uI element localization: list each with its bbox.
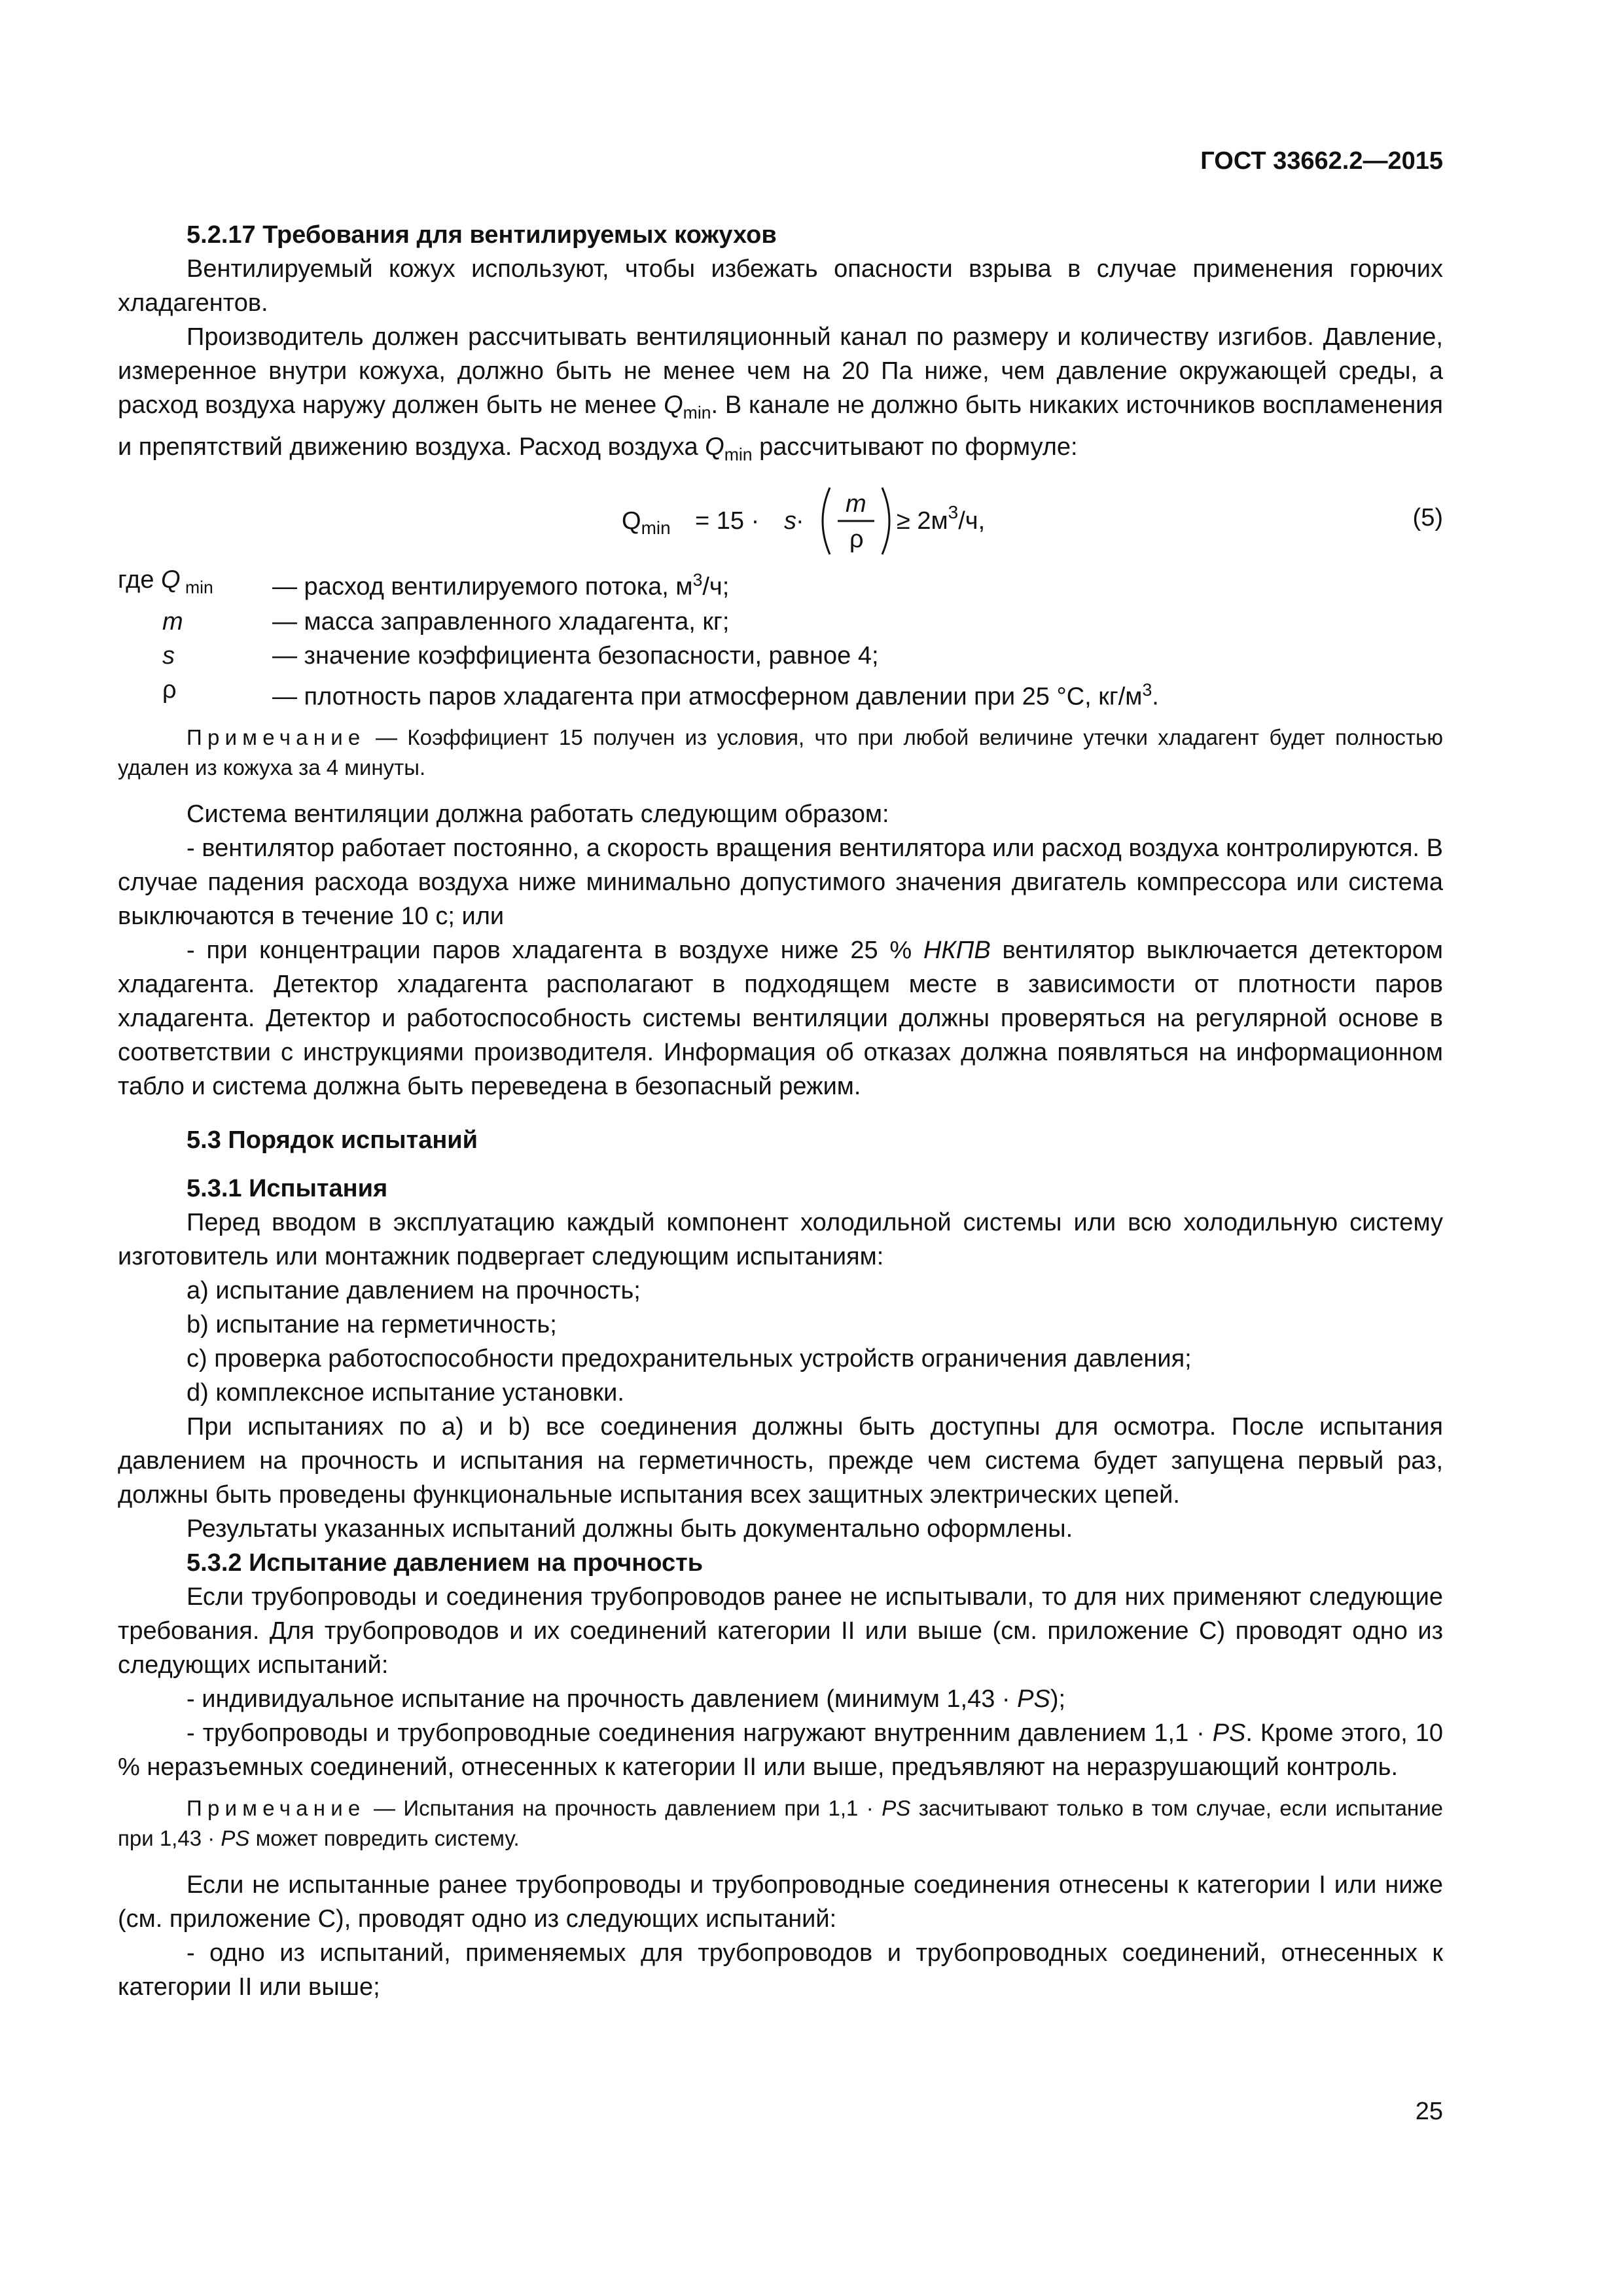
paragraph: Если трубопроводы и соединения трубопроводов ранее не испытывали, то для них применяют следующие требования. Для трубопроводов и их соединений категории II или выше (см. приложение С) проводят одно из следующих испытаний:: [118, 1583, 1443, 1679]
definition-row: s — значение коэффициента безопасности, равное 4;: [162, 641, 879, 670]
list-item: d) комплексное испытание установки.: [187, 1379, 624, 1407]
formula-lhs-sub: min: [641, 518, 671, 539]
section-5-3-2-heading: 5.3.2 Испытание давлением на прочность: [187, 1549, 704, 1577]
formula-left-paren: [823, 488, 830, 554]
paragraph: Система вентиляции должна работать следующим образом:: [187, 800, 889, 829]
section-5-3-heading: 5.3 Порядок испытаний: [187, 1126, 478, 1155]
paragraph: Если не испытанные ранее трубопроводы и трубопроводные соединения отнесены к категории I или ниже (см. приложение С), проводят одно из следующих испытаний:: [118, 1871, 1443, 1933]
section-5-3-1-heading: 5.3.1 Испытания: [187, 1175, 388, 1203]
svg-text:≥ 2м3/ч,: [897, 502, 985, 535]
list-item: - трубопроводы и трубопроводные соединения нагружают внутренним давлением 1,1 · PS. Кроме этого, 10 % неразъемных соединений, отнесенных к категории II или выше, предъявляют на неразрушающий контроль.: [118, 1719, 1443, 1782]
formula-dot: ·: [796, 507, 804, 535]
formula-rhs-sup: 3: [948, 502, 959, 523]
formula-s: s: [784, 507, 796, 535]
definition-row: m — масса заправленного хладагента, кг;: [162, 607, 730, 636]
list-item: - вентилятор работает постоянно, а скорость вращения вентилятора или расход воздуха контролируются. В случае падения расхода воздуха ниже минимально допустимого значения двигатель компрессора или система выключаются в течение 10 с; или: [118, 834, 1443, 931]
formula-lhs: Q: [622, 507, 641, 535]
paragraph-flow-requirements: Производитель должен рассчитывать вентиляционный канал по размеру и количеству изгибов. Давление, измеренное внутри кожуха, должно быть не менее чем на 20 Па ниже, чем давление окружающей среды, а расход воздуха наружу должен быть не менее $Q_{min}$. В канале не должно быть никаких источников воспламенения и препятствий движению воздуха. Расход воздуха $Q_{min}$ рассчитывают по формуле:: [118, 323, 1443, 465]
paragraph: Перед вводом в эксплуатацию каждый компонент холодильной системы или всю холодильную систему изготовитель или монтажник подвергает следующим испытаниям:: [118, 1209, 1443, 1271]
list-item: c) проверка работоспособности предохранительных устройств ограничения давления;: [187, 1345, 1192, 1373]
list-item: b) испытание на герметичность;: [187, 1311, 557, 1339]
svg-text:Qmin: [622, 507, 671, 538]
formula-rhs: ≥ 2м: [897, 507, 948, 535]
document-code-header: ГОСТ 33662.2—2015: [1200, 147, 1443, 175]
note: Примечание — Коэффициент 15 получен из условия, что при любой величине утечки хладагент будет полностью удален из кожуха за 4 минуты.: [118, 725, 1443, 780]
section-5-2-17-heading: 5.2.17 Требования для вентилируемых кожухов: [187, 221, 777, 249]
definition-row: ρ — плотность паров хладагента при атмосферном давлении при 25 °С, $кг/м^3$.: [162, 675, 1159, 711]
formula-equals: = 15 ·: [695, 507, 760, 535]
note: Примечание — Испытания на прочность давлением при 1,1 · PS засчитывают только в том случае, если испытание при 1,43 · PS может повредить систему.: [118, 1796, 1443, 1851]
list-item: а) испытание давлением на прочность;: [187, 1277, 641, 1305]
formula-rhs-tail: /ч,: [958, 507, 986, 535]
page-body: [118, 218, 1443, 2004]
formula-right-paren: [882, 488, 889, 554]
formula-expression: [622, 478, 988, 572]
list-item: - индивидуальное испытание на прочность давлением (минимум 1,43 · PS);: [187, 1685, 1066, 1713]
formula-numerator: m: [846, 490, 866, 518]
formula-number: (5): [1412, 504, 1443, 532]
formula-denominator: ρ: [849, 526, 864, 554]
formula-definitions: [118, 563, 1159, 713]
definition-row: где Q $_{min}$ — расход вентилируемого потока, $м^3/ч$;: [118, 566, 730, 601]
paragraph: Результаты указанных испытаний должны быть документально оформлены.: [187, 1515, 1073, 1543]
page-number: 25: [1415, 2098, 1443, 2125]
paragraph: При испытаниях по а) и b) все соединения должны быть доступны для осмотра. После испытания давлением на прочность и испытания на герметичность, прежде чем система будет запущена первый раз, должны быть проведены функциональные испытания всех защитных электрических цепей.: [118, 1413, 1443, 1509]
list-item: - одно из испытаний, применяемых для трубопроводов и трубопроводных соединений, отнесенных к категории II или выше;: [118, 1939, 1443, 2001]
list-item: - при концентрации паров хладагента в воздухе ниже 25 % НКПВ вентилятор выключается детектором хладагента. Детектор хладагента располагают в подходящем месте в зависимости от плотности паров хладагента. Детектор и работоспособность системы вентиляции должны проверяться на регулярной основе в соответствии с инструкциями производителя. Информация об отказах должна появляться на информационном табло и система должна быть переведена в безопасный режим.: [118, 937, 1443, 1101]
paragraph: Вентилируемый кожух используют, чтобы избежать опасности взрыва в случае применения горючих хладагентов.: [118, 255, 1443, 317]
formula-5: [118, 471, 1443, 563]
